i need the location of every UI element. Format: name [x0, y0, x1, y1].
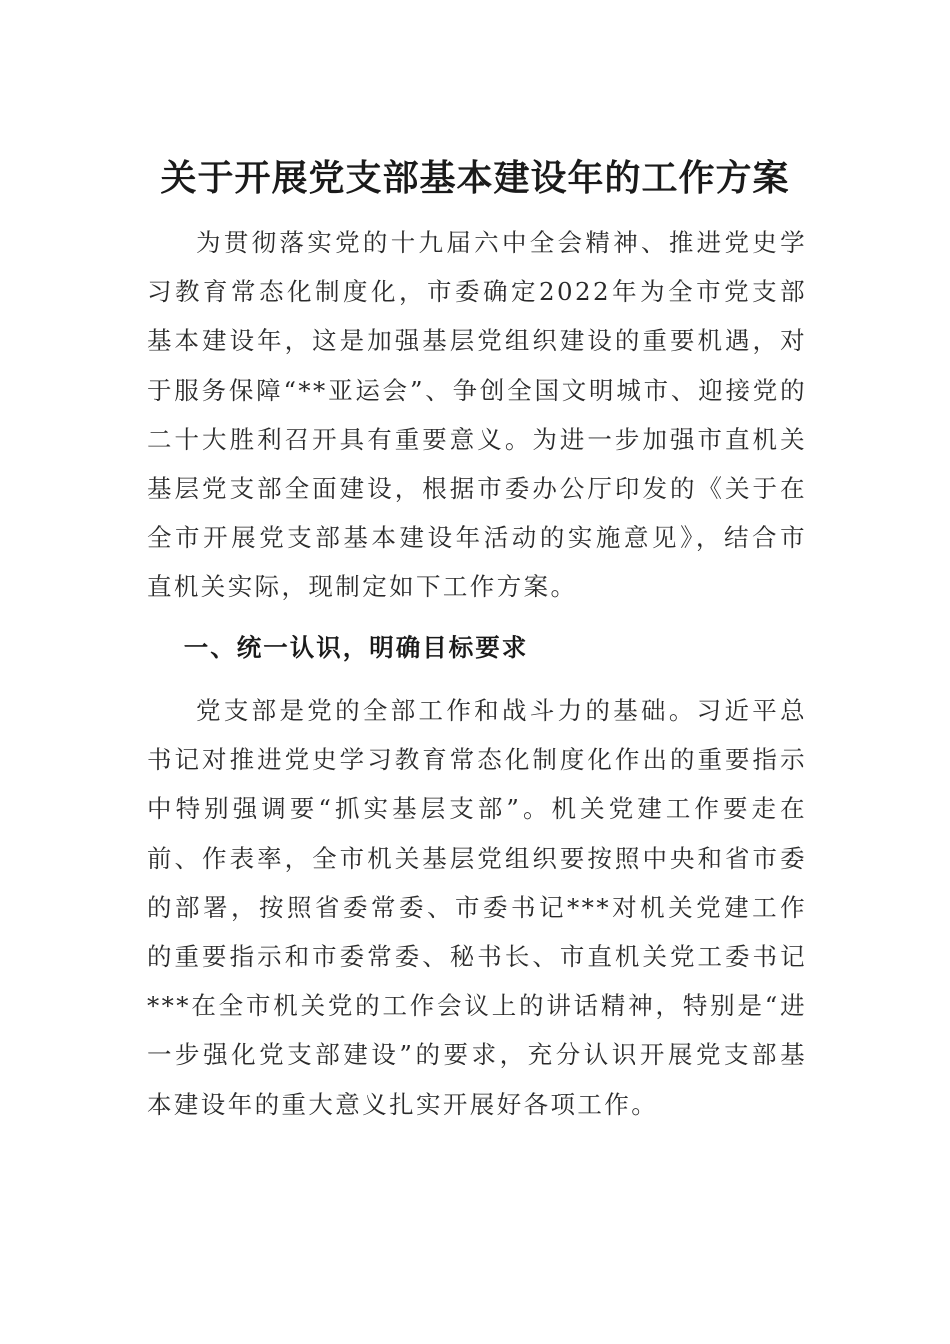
document-title: 关于开展党支部基本建设年的工作方案	[160, 157, 790, 199]
section-body-paragraph: 党支部是党的全部工作和战斗力的基础。习近平总书记对推进党史学习教育常态化制度化作出的重要指示中特别强调要“抓实基层支部”。机关党建工作要走在前、作表率，全市机关基层党组织要按照中央和省市委的部署，按照省委常委、市委书记***对机关党建工作的重要指示和市委常委、秘书长、市直机关党工委书记***在全市机关党的工作会议上的讲话精神，特别是“进一步强化党支部建设”的要求，充分认识开展党支部基本建设年的重大意义扎实开展好各项工作。	[147, 696, 807, 1119]
section-heading: 一、统一认识，明确目标要求	[183, 633, 529, 662]
intro-paragraph: 为贯彻落实党的十九届六中全会精神、推进党史学习教育常态化制度化，市委确定2022年为全市党支部基本建设年，这是加强基层党组织建设的重要机遇，对于服务保障“**亚运会”、争创全国文明城市、迎接党的二十大胜利召开具有重要意义。为进一步加强市直机关基层党支部全面建设，根据市委办公厅印发的《关于在全市开展党支部基本建设年活动的实施意见》，结合市直机关实际，现制定如下工作方案。	[147, 228, 807, 602]
